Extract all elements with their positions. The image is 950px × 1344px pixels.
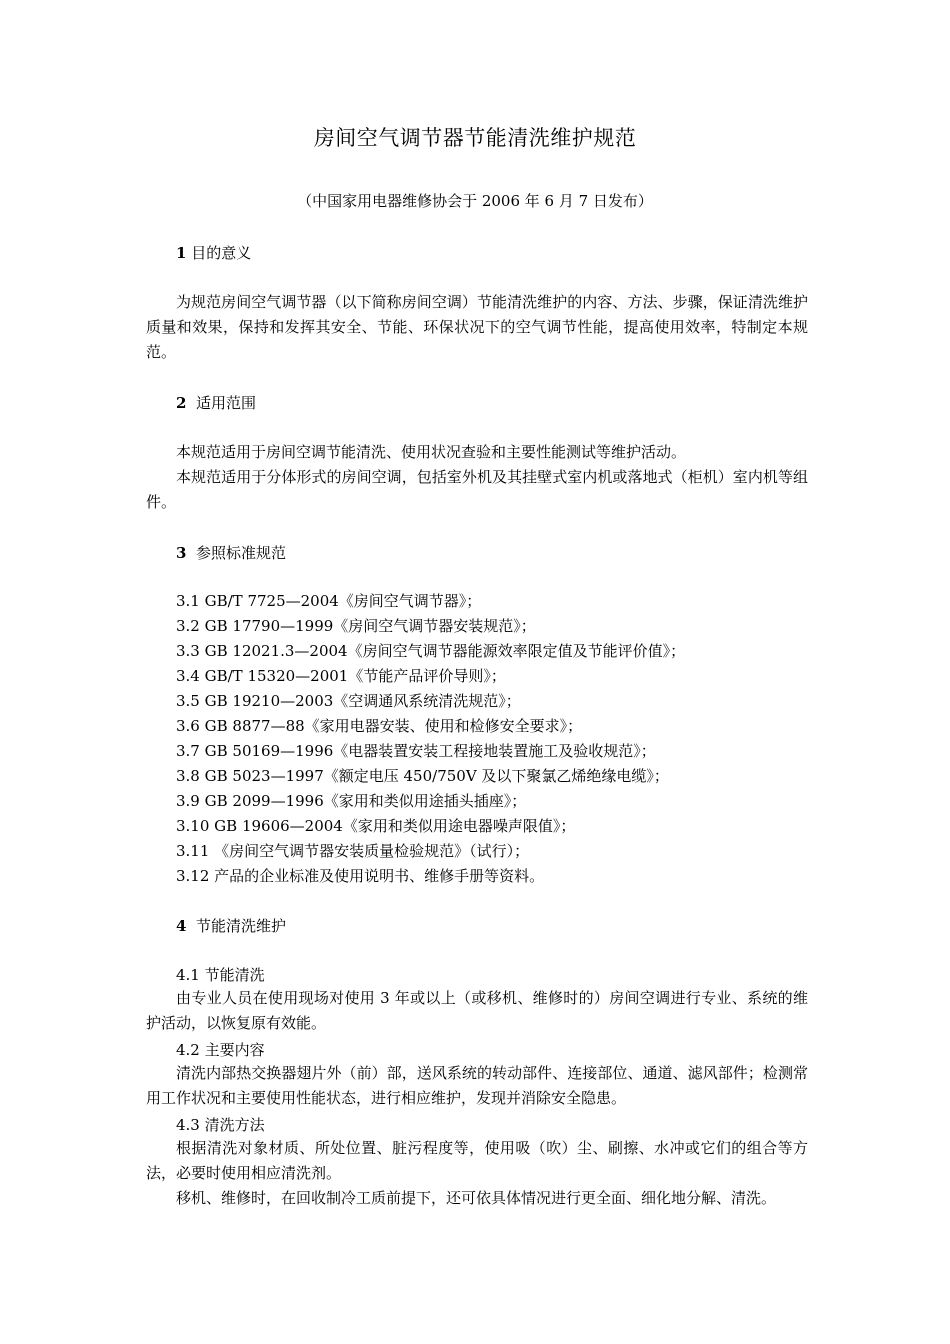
reference-item: 3.8 GB 5023—1997《额定电压 450/750V 及以下聚氯乙烯绝缘电缆》； [176, 767, 669, 785]
subsection-4-1-paragraph: 由专业人员在使用现场对使用 3 年或以上（或移机、维修时的）房间空调进行专业、系统的维护活动，以恢复原有效能。 [146, 989, 808, 1032]
section-1-paragraph: 为规范房间空气调节器（以下简称房间空调）节能清洗维护的内容、方法、步骤，保证清洗维护质量和效果，保持和发挥其安全、节能、环保状况下的空气调节性能，提高使用效率，特制定本规范。 [146, 293, 808, 361]
reference-item: 3.10 GB 19606—2004《家用和类似用途电器噪声限值》； [176, 817, 576, 835]
subsection-4-3-paragraph-1: 根据清洗对象材质、所处位置、脏污程度等，使用吸（吹）尘、刷擦、水冲或它们的组合等方法，必要时使用相应清洗剂。 [146, 1139, 808, 1182]
reference-item: 3.7 GB 50169—1996《电器装置安装工程接地装置施工及验收规范》； [176, 742, 656, 760]
reference-item: 3.12 产品的企业标准及使用说明书、维修手册等资料。 [176, 867, 545, 885]
subsection-heading-4-3: 4.3 清洗方法 [176, 1116, 265, 1134]
section-title: 节能清洗维护 [195, 917, 286, 935]
reference-item: 3.1 GB/T 7725—2004《房间空气调节器》； [176, 592, 482, 610]
section-heading-3 [176, 542, 286, 563]
reference-item: 3.3 GB 12021.3—2004《房间空气调节器能源效率限定值及节能评价值》； [176, 642, 686, 660]
section-number: 1 [176, 244, 187, 262]
subsection-heading-4-1: 4.1 节能清洗 [176, 966, 265, 984]
reference-item: 3.9 GB 2099—1996《家用和类似用途插头插座》； [176, 792, 527, 810]
document-title: 房间空气调节器节能清洗维护规范 [313, 126, 637, 150]
reference-item: 3.4 GB/T 15320—2001《节能产品评价导则》； [176, 667, 506, 685]
reference-item: 3.6 GB 8877—88《家用电器安装、使用和检修安全要求》； [176, 717, 583, 735]
document-subtitle: （中国家用电器维修协会于 2006 年 6 月 7 日发布） [297, 192, 653, 210]
section-2-paragraph-2: 本规范适用于分体形式的房间空调，包括室外机及其挂壁式室内机或落地式（柜机）室内机等组件。 [146, 468, 808, 511]
reference-item: 3.5 GB 19210—2003《空调通风系统清洗规范》； [176, 692, 521, 710]
section-number: 3 [176, 544, 187, 562]
section-title: 目的意义 [191, 244, 252, 262]
section-title: 参照标准规范 [195, 544, 286, 562]
section-heading-4 [176, 915, 286, 936]
subsection-heading-4-2: 4.2 主要内容 [176, 1041, 265, 1059]
reference-item: 3.2 GB 17790—1999《房间空气调节器安装规范》； [176, 617, 536, 635]
section-title: 适用范围 [195, 394, 256, 412]
section-2-paragraph-1: 本规范适用于房间空调节能清洗、使用状况查验和主要性能测试等维护活动。 [176, 443, 687, 461]
section-heading-1 [176, 242, 251, 263]
section-number: 4 [176, 917, 187, 935]
section-heading-2 [176, 392, 256, 413]
section-number: 2 [176, 394, 187, 412]
subsection-4-3-paragraph-2: 移机、维修时，在回收制冷工质前提下，还可依具体情况进行更全面、细化地分解、清洗。 [176, 1189, 777, 1207]
reference-item: 3.11 《房间空气调节器安装质量检验规范》（试行）； [176, 842, 530, 860]
subsection-4-2-paragraph: 清洗内部热交换器翅片外（前）部，送风系统的转动部件、连接部位、通道、滤风部件；检测常用工作状况和主要使用性能状态，进行相应维护，发现并消除安全隐患。 [146, 1064, 808, 1107]
